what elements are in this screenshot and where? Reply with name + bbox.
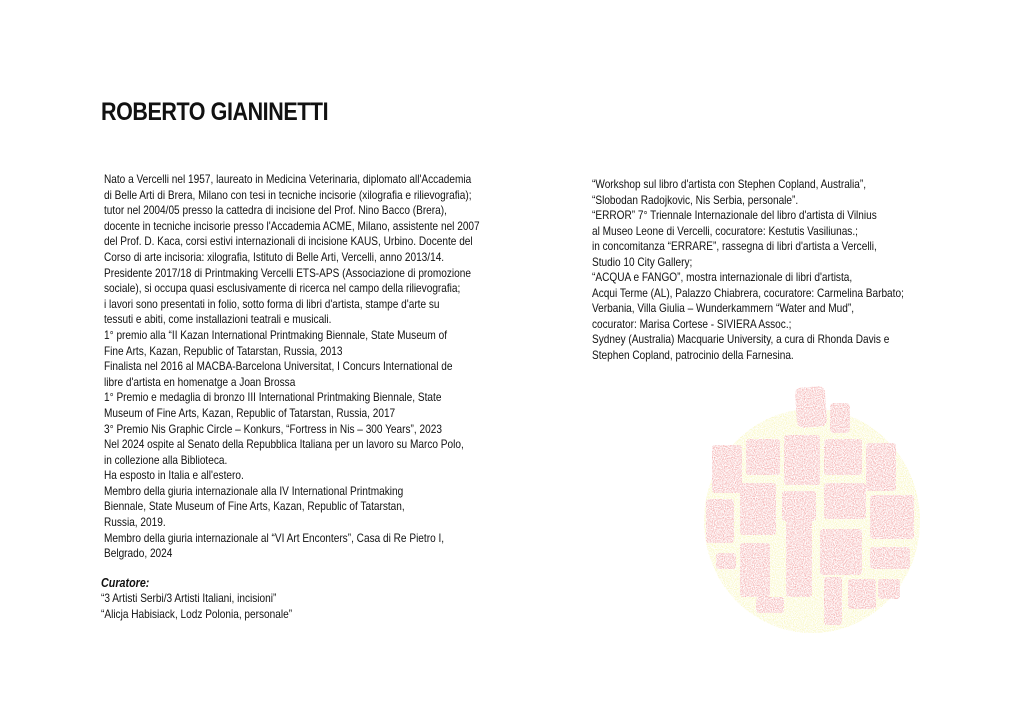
bio-line: tutor nel 2004/05 presso la cattedra di incisione del Prof. Nino Bacco (Brera),	[104, 203, 447, 218]
bio-line: Biennale, State Museum of Fine Arts, Kazan, Republic of Tatarstan,	[104, 499, 405, 514]
exhibition-line: “Workshop sul libro d'artista con Stephen Copland, Australia”,	[592, 177, 867, 191]
bio-line: di Belle Arti di Brera, Milano con tesi in tecniche incisorie (xilografia e rilievografia);	[104, 187, 472, 202]
bio-line: Membro della giuria internazionale alla IV International Printmaking	[104, 483, 404, 498]
exhibition-line: “ERROR” 7° Triennale Internazionale del libro d'artista di Vilnius	[592, 208, 877, 222]
bio-line: Presidente 2017/18 di Printmaking Vercelli ETS-APS (Associazione di promozione	[104, 265, 471, 280]
exhibition-line: al Museo Leone di Vercelli, cocuratore: Kestutis Vasiliunas.;	[592, 223, 858, 238]
page-title: ROBERTO GIANINETTI	[101, 98, 329, 126]
artwork-image	[700, 383, 924, 635]
bio-line: Ha esposto in Italia e all'estero.	[104, 468, 244, 483]
bio-line: i lavori sono presentati in folio, sotto forma di libri d'artista, stampe d'arte su	[104, 296, 440, 311]
bio-line: tessuti e abiti, come installazioni teatrali e musicali.	[104, 312, 332, 327]
exhibitions-text	[592, 177, 904, 363]
exhibition-line: Stephen Copland, patrocinio della Farnesina.	[592, 347, 794, 362]
bio-line: 1° premio alla “II Kazan International Printmaking Biennale, State Museum of	[104, 327, 448, 342]
biography-text	[104, 172, 480, 562]
exhibition-line: Verbania, Villa Giulia – Wunderkammern “Water and Mud”,	[592, 301, 855, 315]
bio-line: docente in tecniche incisorie presso l'Accademia ACME, Milano, assistente nel 2007	[104, 218, 480, 233]
bio-line: libre d'artista en homenatge a Joan Brossa	[104, 374, 296, 389]
bio-line: Nel 2024 ospite al Senato della Repubblica Italiana per un lavoro su Marco Polo,	[104, 437, 464, 452]
curator-list	[101, 591, 292, 622]
bio-line: Fine Arts, Kazan, Republic of Tatarstan, Russia, 2013	[104, 343, 343, 358]
bio-line: Nato a Vercelli nel 1957, laureato in Medicina Veterinaria, diplomato all'Accademia	[104, 172, 472, 186]
exhibition-line: in concomitanza “ERRARE”, rassegna di libri d'artista a Vercelli,	[592, 239, 877, 253]
bio-line: Membro della giuria internazionale al “VI Art Enconters”, Casa di Re Pietro I,	[104, 530, 445, 545]
bio-line: in collezione alla Biblioteca.	[104, 452, 228, 467]
curator-label: Curatore:	[101, 576, 150, 590]
exhibition-line: Sydney (Australia) Macquarie University, a cura di Rhonda Davis e	[592, 332, 890, 346]
curator-line: “Alicja Habisiack, Lodz Polonia, personale”	[101, 606, 293, 621]
bio-line: Belgrado, 2024	[104, 546, 173, 561]
exhibition-line: Acqui Terme (AL), Palazzo Chiabrera, cocuratore: Carmelina Barbato;	[592, 285, 904, 300]
bio-line: 3° Premio Nis Graphic Circle – Konkurs, “Fortress in Nis – 300 Years”, 2023	[104, 421, 442, 436]
curator-line: “3 Artisti Serbi/3 Artisti Italiani, incisioni”	[101, 591, 277, 605]
exhibition-line: cocurator: Marisa Cortese - SIVIERA Assoc.;	[592, 316, 792, 331]
exhibition-line: “ACQUA e FANGO”, mostra internazionale di libri d'artista,	[592, 270, 853, 284]
bio-line: Museum of Fine Arts, Kazan, Republic of Tatarstan, Russia, 2017	[104, 405, 396, 420]
bio-line: del Prof. D. Kaca, corsi estivi internazionali di incisione KAUS, Urbino. Docente del	[104, 234, 473, 249]
bio-line: Russia, 2019.	[104, 515, 166, 530]
exhibition-line: “Slobodan Radojkovic, Nis Serbia, personale”.	[592, 192, 799, 207]
bio-line: sociale), si occupa quasi esclusivamente di ricerca nel campo della rilievografia;	[104, 281, 461, 296]
bio-line: 1° Premio e medaglia di bronzo III International Printmaking Biennale, State	[104, 390, 442, 405]
exhibition-line: Studio 10 City Gallery;	[592, 254, 693, 269]
bio-line: Corso di arte incisoria: xilografia, Istituto di Belle Arti, Vercelli, anno 2013/14.	[104, 249, 445, 264]
bio-line: Finalista nel 2016 al MACBA-Barcelona Universitat, I Concurs International de	[104, 359, 453, 374]
